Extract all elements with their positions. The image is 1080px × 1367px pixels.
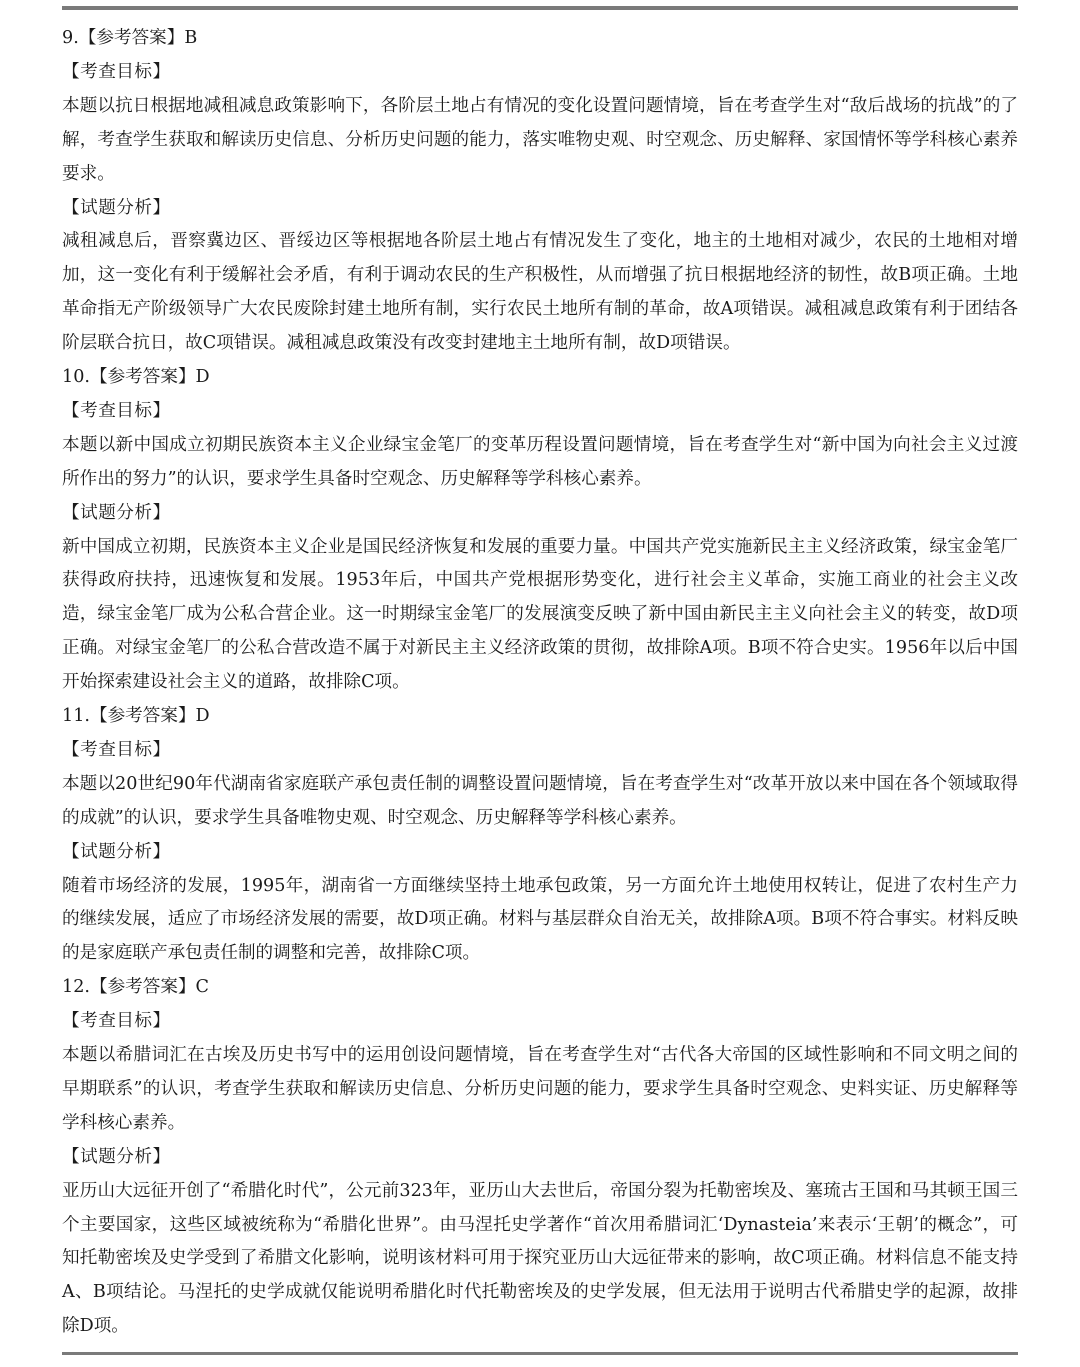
analysis-heading: 【试题分析】 [62, 1146, 171, 1167]
target-paragraph: 本题以新中国成立初期民族资本主义企业绿宝金笔厂的变革历程设置问题情境，旨在考查学生对“新中国为向社会主义过渡所作出的努力”的认识，要求学生具备时空观念、历史解释等学科核心素养。 [62, 434, 1018, 489]
answer-line: 10.【参考答案】D [62, 367, 210, 388]
target-paragraph: 本题以希腊词汇在古埃及历史书写中的运用创设问题情境，旨在考查学生对“古代各大帝国的区域性影响和不同文明之间的早期联系”的认识，考查学生获取和解读历史信息、分析历史问题的能力，要求学生具备时空观念、史料实证、历史解释等学科核心素养。 [62, 1045, 1018, 1133]
analysis-paragraph: 新中国成立初期，民族资本主义企业是国民经济恢复和发展的重要力量。中国共产党实施新民主主义经济政策，绿宝金笔厂获得政府扶持，迅速恢复和发展。1953年后，中国共产党根据形势变化，进行社会主义革命，实施工商业的社会主义改造，绿宝金笔厂成为公私合营企业。这一时期绿宝金笔厂的发展演变反映了新中国由新民主主义向社会主义的转变，故D项正确。对绿宝金笔厂的公私合营改造不属于对新民主主义经济政策的贯彻，故排除A项。B项不符合史实。1956年以后中国开始探索建设社会主义的道路，故排除C项。 [62, 536, 1018, 693]
answer-document [62, 22, 1018, 1344]
analysis-paragraph: 亚历山大远征开创了“希腊化时代”，公元前323年，亚历山大去世后，帝国分裂为托勒密埃及、塞琉古王国和马其顿王国三个主要国家，这些区域被统称为“希腊化世界”。由马涅托史学著作“首次用希腊词汇‘Dynasteia’来表示‘王朝’的概念”，可知托勒密埃及史学受到了希腊文化影响，说明该材料可用于探究亚历山大远征带来的影响，故C项正确。材料信息不能支持A、B项结论。马涅托的史学成就仅能说明希腊化时代托勒密埃及的史学发展，但无法用于说明古代希腊史学的起源，故排除D项。 [62, 1180, 1018, 1337]
question-block-12 [62, 971, 1018, 1344]
target-heading: 【考查目标】 [62, 1011, 171, 1032]
target-paragraph: 本题以抗日根据地减租减息政策影响下，各阶层土地占有情况的变化设置问题情境，旨在考查学生对“敌后战场的抗战”的了解，考查学生获取和解读历史信息、分析历史问题的能力，落实唯物史观、时空观念、历史解释、家国情怀等学科核心素养要求。 [62, 95, 1018, 184]
target-heading: 【考查目标】 [62, 739, 171, 760]
analysis-heading: 【试题分析】 [62, 197, 171, 218]
analysis-paragraph: 减租减息后，晋察冀边区、晋绥边区等根据地各阶层土地占有情况发生了变化，地主的土地相对减少，农民的土地相对增加，这一变化有利于缓解社会矛盾，有利于调动农民的生产积极性，从而增强了抗日根据地经济的韧性，故B项正确。土地革命指无产阶级领导广大农民废除封建土地所有制，实行农民土地所有制的革命，故A项错误。减租减息政策有利于团结各阶层联合抗日，故C项错误。减租减息政策没有改变封建地主土地所有制，故D项错误。 [62, 231, 1018, 354]
analysis-paragraph: 随着市场经济的发展，1995年，湖南省一方面继续坚持土地承包政策，另一方面允许土地使用权转让，促进了农村生产力的继续发展，适应了市场经济发展的需要，故D项正确。材料与基层群众自治无关，故排除A项。B项不符合事实。材料反映的是家庭联产承包责任制的调整和完善，故排除C项。 [62, 875, 1018, 964]
question-block-10 [62, 361, 1018, 700]
analysis-heading: 【试题分析】 [62, 502, 171, 523]
question-block-11 [62, 700, 1018, 971]
target-heading: 【考查目标】 [62, 400, 171, 421]
answer-line: 11.【参考答案】D [62, 706, 210, 727]
answer-line: 12.【参考答案】C [62, 977, 210, 998]
answer-line: 9.【参考答案】B [62, 28, 198, 48]
top-rule [62, 6, 1018, 10]
target-paragraph: 本题以20世纪90年代湖南省家庭联产承包责任制的调整设置问题情境，旨在考查学生对“改革开放以来中国在各个领域取得的成就”的认识，要求学生具备唯物史观、时空观念、历史解释等学科核心素养。 [62, 773, 1018, 828]
analysis-heading: 【试题分析】 [62, 841, 171, 862]
question-block-9 [62, 22, 1018, 361]
bottom-rule [62, 1352, 1018, 1355]
target-heading: 【考查目标】 [62, 61, 171, 82]
